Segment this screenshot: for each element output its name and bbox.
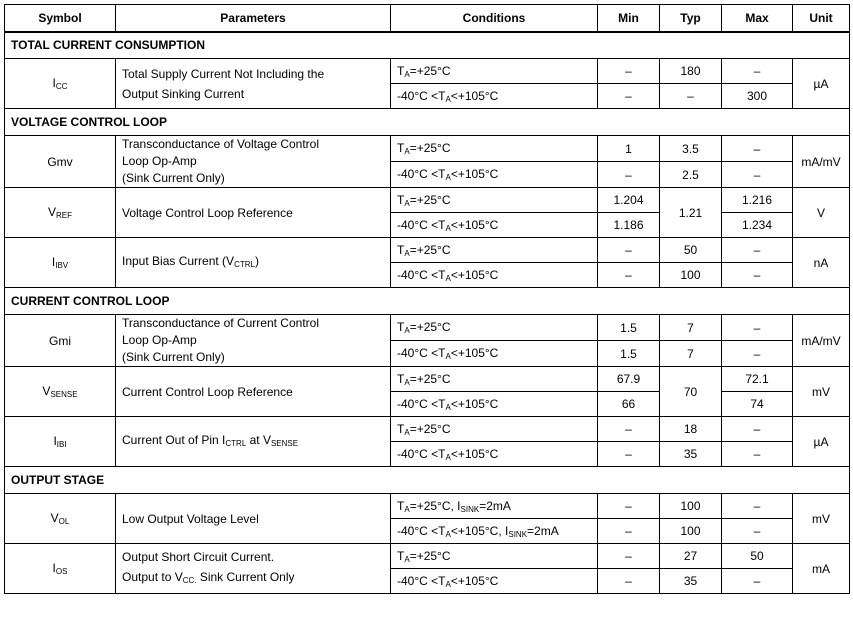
typ-cell: 1.21	[660, 188, 722, 238]
unit-cell: mA	[793, 544, 850, 594]
parameter-cell: Low Output Voltage Level	[116, 494, 391, 544]
max-cell: 72.1	[722, 367, 793, 392]
max-cell: –	[722, 162, 793, 188]
typ-cell: 27	[660, 544, 722, 569]
header-row	[5, 5, 850, 32]
condition-cell: $T_A=+25^\circ C$	[391, 417, 598, 442]
max-cell: –	[722, 341, 793, 367]
unit-cell: mV	[793, 494, 850, 544]
section-row	[5, 32, 850, 59]
table-row	[5, 238, 850, 263]
symbol-cell: $I_{OS}$	[5, 544, 116, 594]
symbol-cell: Gmi	[5, 315, 116, 367]
section-title: TOTAL CURRENT CONSUMPTION	[5, 32, 850, 59]
condition-cell: $T_A=+25^\circ C$	[391, 544, 598, 569]
condition-cell: $-40^\circ C <T_A<+105^\circ C$	[391, 341, 598, 367]
min-cell: –	[598, 519, 660, 544]
section-row	[5, 109, 850, 136]
parameter-cell: Current Out of Pin $I_{CTRL}$ at $V_{SENSE}$	[116, 417, 391, 467]
min-cell: –	[598, 238, 660, 263]
min-cell: –	[598, 544, 660, 569]
parameter-cell: Total Supply Current Not Including the Output Sinking Current	[116, 59, 391, 109]
condition-cell: $-40^\circ C <T_A<+105^\circ C$	[391, 392, 598, 417]
unit-cell: mA/mV	[793, 315, 850, 367]
header-conditions: Conditions	[391, 5, 598, 32]
max-cell: –	[722, 519, 793, 544]
section-row	[5, 467, 850, 494]
symbol-cell: $I_{IBV}$	[5, 238, 116, 288]
header-unit: Unit	[793, 5, 850, 32]
condition-cell: $T_A=+25^\circ C$	[391, 59, 598, 84]
section-title: OUTPUT STAGE	[5, 467, 850, 494]
min-cell: –	[598, 569, 660, 594]
parameter-cell: Current Control Loop Reference	[116, 367, 391, 417]
condition-cell: $T_A=+25^\circ C$	[391, 315, 598, 341]
table-row	[5, 59, 850, 84]
min-cell: –	[598, 442, 660, 467]
max-cell: –	[722, 263, 793, 288]
typ-cell: 7	[660, 315, 722, 341]
condition-cell: $-40^\circ C <T_A<+105^\circ C$	[391, 213, 598, 238]
condition-cell: $-40^\circ C <T_A<+105^\circ C$, $I_{SINK}=2mA$	[391, 519, 598, 544]
max-cell: –	[722, 315, 793, 341]
parameter-cell: Transconductance of Current Control Loop Op-Amp (Sink Current Only)	[116, 315, 391, 367]
table-row	[5, 367, 850, 392]
max-cell: –	[722, 494, 793, 519]
typ-cell: 100	[660, 263, 722, 288]
typ-cell: 70	[660, 367, 722, 417]
min-cell: 67.9	[598, 367, 660, 392]
max-cell: –	[722, 417, 793, 442]
header-max: Max	[722, 5, 793, 32]
section-title: VOLTAGE CONTROL LOOP	[5, 109, 850, 136]
typ-cell: 180	[660, 59, 722, 84]
symbol-cell: $V_{OL}$	[5, 494, 116, 544]
condition-cell: $T_A=+25^\circ C$, $I_{SINK}=2mA$	[391, 494, 598, 519]
condition-cell: $-40^\circ C <T_A<+105^\circ C$	[391, 84, 598, 109]
unit-cell: mV	[793, 367, 850, 417]
min-cell: –	[598, 417, 660, 442]
table-row	[5, 188, 850, 213]
min-cell: 1.5	[598, 341, 660, 367]
header-parameters: Parameters	[116, 5, 391, 32]
parameter-cell: Transconductance of Voltage Control Loop Op-Amp (Sink Current Only)	[116, 136, 391, 188]
symbol-cell: $I_{CC}$	[5, 59, 116, 109]
min-cell: 66	[598, 392, 660, 417]
header-min: Min	[598, 5, 660, 32]
parameter-cell: Input Bias Current $(V_{CTRL})$	[116, 238, 391, 288]
max-cell: –	[722, 442, 793, 467]
symbol-cell: $V_{REF}$	[5, 188, 116, 238]
typ-cell: –	[660, 84, 722, 109]
table-row	[5, 494, 850, 519]
max-cell: –	[722, 136, 793, 162]
typ-cell: 7	[660, 341, 722, 367]
unit-cell: V	[793, 188, 850, 238]
max-cell: 74	[722, 392, 793, 417]
condition-cell: $T_A=+25^\circ C$	[391, 136, 598, 162]
header-symbol: Symbol	[5, 5, 116, 32]
condition-cell: $-40^\circ C <T_A<+105^\circ C$	[391, 569, 598, 594]
min-cell: –	[598, 162, 660, 188]
min-cell: 1.204	[598, 188, 660, 213]
min-cell: –	[598, 494, 660, 519]
typ-cell: 50	[660, 238, 722, 263]
min-cell: 1.5	[598, 315, 660, 341]
symbol-cell: $V_{SENSE}$	[5, 367, 116, 417]
max-cell: –	[722, 569, 793, 594]
min-cell: –	[598, 84, 660, 109]
min-cell: 1	[598, 136, 660, 162]
section-row	[5, 288, 850, 315]
section-title: CURRENT CONTROL LOOP	[5, 288, 850, 315]
table-row	[5, 315, 850, 341]
min-cell: –	[598, 263, 660, 288]
condition-cell: $T_A=+25^\circ C$	[391, 367, 598, 392]
unit-cell: mA/mV	[793, 136, 850, 188]
condition-cell: $T_A=+25^\circ C$	[391, 188, 598, 213]
unit-cell: nA	[793, 238, 850, 288]
min-cell: 1.186	[598, 213, 660, 238]
table-row	[5, 544, 850, 569]
parameter-cell: Voltage Control Loop Reference	[116, 188, 391, 238]
max-cell: 300	[722, 84, 793, 109]
typ-cell: 100	[660, 494, 722, 519]
typ-cell: 35	[660, 442, 722, 467]
max-cell: –	[722, 238, 793, 263]
condition-cell: $-40^\circ C <T_A<+105^\circ C$	[391, 442, 598, 467]
typ-cell: 18	[660, 417, 722, 442]
typ-cell: 3.5	[660, 136, 722, 162]
table-row	[5, 417, 850, 442]
parameter-cell: Output Short Circuit Current. Output to $V_{CC.}$ Sink Current Only	[116, 544, 391, 594]
min-cell: –	[598, 59, 660, 84]
max-cell: 1.234	[722, 213, 793, 238]
typ-cell: 100	[660, 519, 722, 544]
typ-cell: 2.5	[660, 162, 722, 188]
condition-cell: $-40^\circ C <T_A<+105^\circ C$	[391, 263, 598, 288]
symbol-cell: Gmv	[5, 136, 116, 188]
condition-cell: $T_A=+25^\circ C$	[391, 238, 598, 263]
unit-cell: µA	[793, 417, 850, 467]
condition-cell: $-40^\circ C <T_A<+105^\circ C$	[391, 162, 598, 188]
typ-cell: 35	[660, 569, 722, 594]
max-cell: 1.216	[722, 188, 793, 213]
symbol-cell: $I_{IBI}$	[5, 417, 116, 467]
header-typ: Typ	[660, 5, 722, 32]
electrical-characteristics-table	[4, 4, 850, 594]
max-cell: 50	[722, 544, 793, 569]
table-row	[5, 136, 850, 162]
max-cell: –	[722, 59, 793, 84]
unit-cell: µA	[793, 59, 850, 109]
